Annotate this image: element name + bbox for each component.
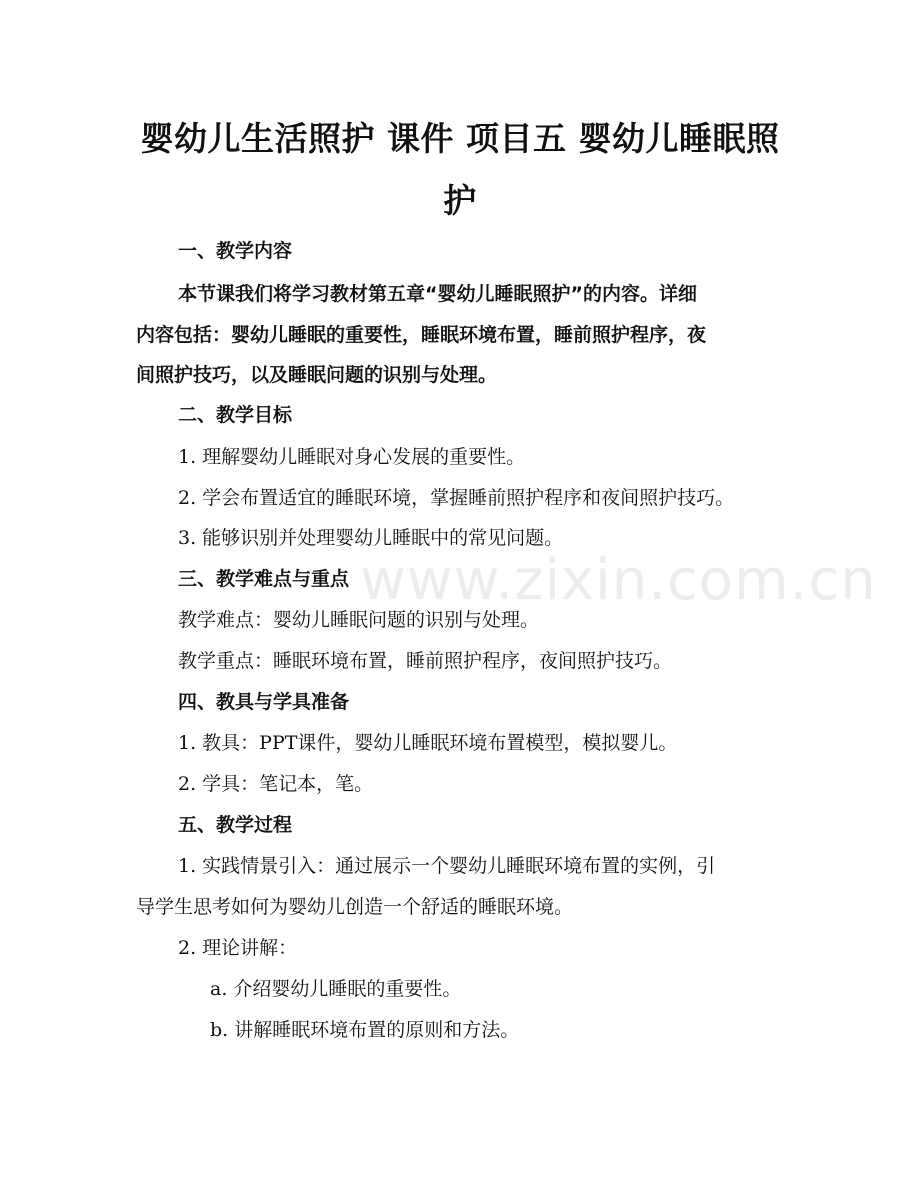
section-heading-difficulty-key: 三、教学难点与重点 [178, 568, 350, 590]
materials-item-1: 1. 教具：PPT课件，婴幼儿睡眠环境布置模型，模拟婴儿。 [178, 732, 678, 754]
process-step-2-a: a. 介绍婴幼儿睡眠的重要性。 [210, 978, 462, 1000]
process-step-1-line-2: 导学生思考如何为婴幼儿创造一个舒适的睡眠环境。 [136, 896, 574, 918]
watermark: www.zixin.com.cn [360, 548, 877, 613]
teaching-content-line-2: 内容包括：婴幼儿睡眠的重要性，睡眠环境布置，睡前照护程序，夜 [136, 324, 707, 346]
teaching-content-line-3: 间照护技巧，以及睡眠问题的识别与处理。 [136, 364, 498, 386]
materials-item-2: 2. 学具：笔记本，笔。 [178, 773, 374, 795]
goal-item-3: 3. 能够识别并处理婴幼儿睡眠中的常见问题。 [178, 527, 564, 549]
process-step-1-line-1: 1. 实践情景引入：通过展示一个婴幼儿睡眠环境布置的实例，引 [178, 855, 716, 877]
goal-item-2: 2. 学会布置适宜的睡眠环境，掌握睡前照护程序和夜间照护技巧。 [178, 487, 735, 509]
section-heading-teaching-goals: 二、教学目标 [178, 404, 293, 426]
teaching-difficulty: 教学难点：婴幼儿睡眠问题的识别与处理。 [178, 609, 540, 631]
section-heading-teaching-process: 五、教学过程 [178, 814, 293, 836]
process-step-2: 2. 理论讲解： [178, 937, 298, 959]
process-step-2-b: b. 讲解睡眠环境布置的原则和方法。 [210, 1019, 520, 1041]
teaching-key-point: 教学重点：睡眠环境布置，睡前照护程序，夜间照护技巧。 [178, 650, 673, 672]
document-title: 婴幼儿生活照护 课件 项目五 婴幼儿睡眠照护 [140, 119, 780, 220]
section-heading-materials: 四、教具与学具准备 [178, 691, 350, 713]
goal-item-1: 1. 理解婴幼儿睡眠对身心发展的重要性。 [178, 446, 526, 468]
section-heading-teaching-content: 一、教学内容 [178, 240, 293, 262]
teaching-content-line-1: 本节课我们将学习教材第五章“婴幼儿睡眠照护”的内容。详细 [178, 283, 697, 305]
